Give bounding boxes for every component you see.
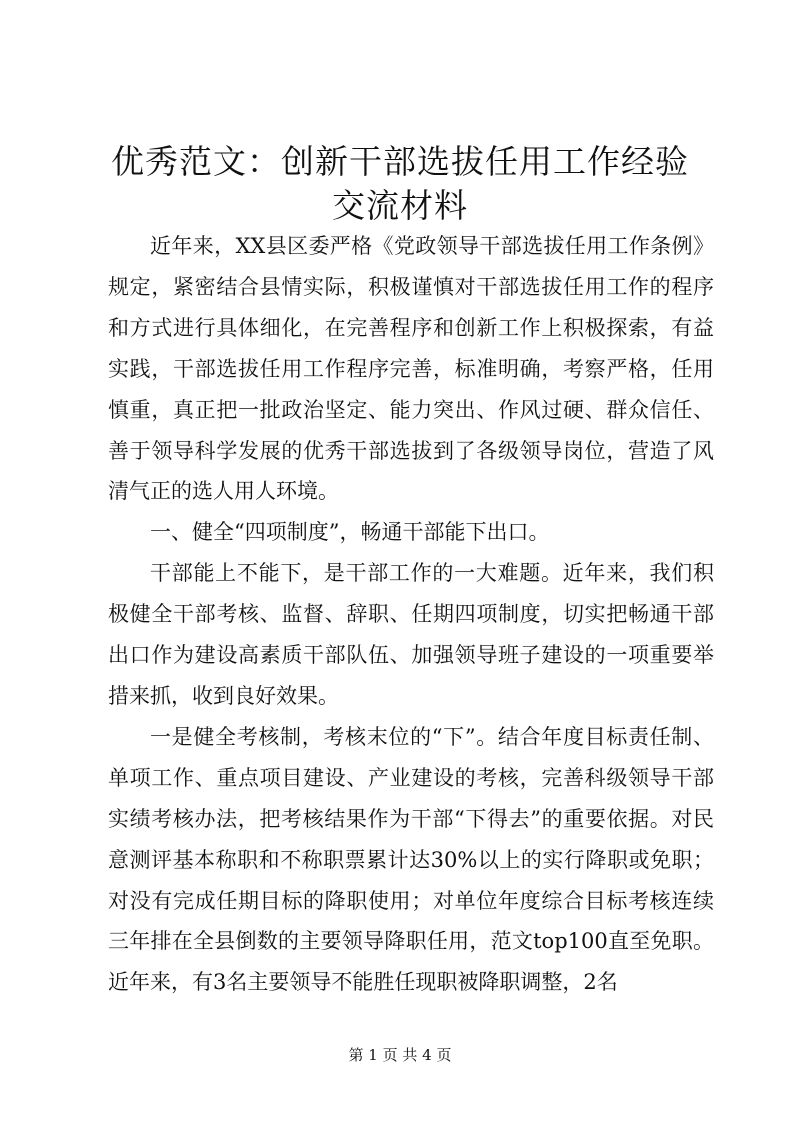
document-title: 优秀范文：创新干部选拔任用工作经验交流材料: [111, 142, 689, 225]
document-body: [108, 226, 714, 1003]
paragraph-section-heading: 一、健全“四项制度”，畅通干部能下出口。: [150, 520, 550, 545]
paragraph-intro: 近年来，XX县区委严格《党政领导干部选拔任用工作条例》规定，紧密结合县情实际，积极谨慎对干部选拔任用工作的程序和方式进行具体细化，在完善程序和创新工作上积极探索，有益实践，干部选拔任用工作程序完善，标准明确，考察严格，任用慎重，真正把一批政治坚定、能力突出、作风过硬、群众信任、善于领导科学发展的优秀干部选拔到了各级领导岗位，营造了风清气正的选人用人环境。: [108, 234, 714, 504]
paragraph-section-intro: 干部能上不能下，是干部工作的一大难题。近年来，我们积极健全干部考核、监督、辞职、任期四项制度，切实把畅通干部出口作为建设高素质干部队伍、加强领导班子建设的一项重要举措来抓，收到良好效果。: [108, 561, 714, 708]
page-number-footer: 第 1 页 共 4 页: [348, 1046, 452, 1064]
paragraph-assessment: 一是健全考核制，考核末位的“下”。结合年度目标责任制、单项工作、重点项目建设、产业建设的考核，完善科级领导干部实绩考核办法，把考核结果作为干部“下得去”的重要依据。对民意测评基本称职和不称职票累计达30%以上的实行降职或免职；对没有完成任期目标的降职使用；对单位年度综合目标考核连续三年排在全县倒数的主要领导降职任用，范文top100直至免职。近年来，有3名主要领导不能胜任现职被降职调整，2名: [108, 724, 714, 995]
